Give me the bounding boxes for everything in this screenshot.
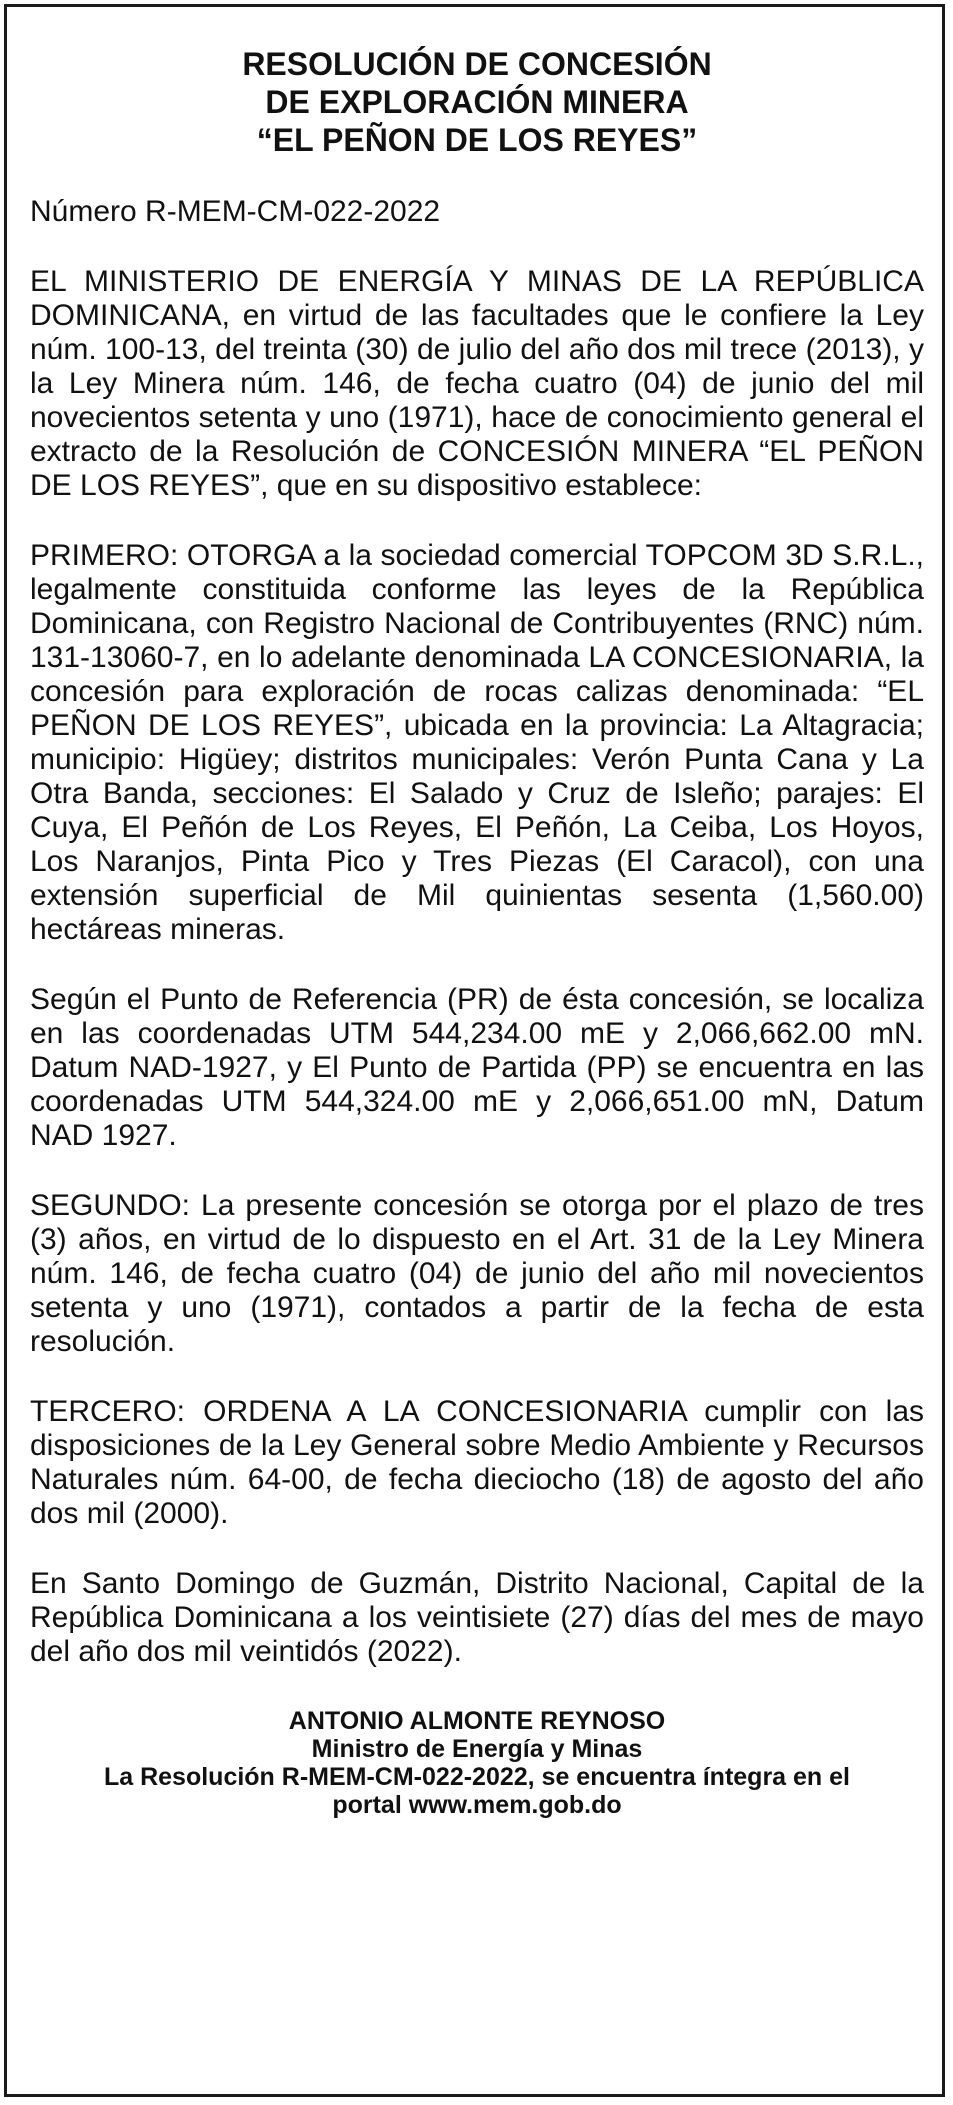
portal-note-line-2: portal www.mem.gob.do xyxy=(332,1791,622,1819)
tercero-paragraph: TERCERO: ORDENA A LA CONCESIONARIA cumplir con las disposiciones de la Ley General sobre Medio Ambiente y Recursos Naturales núm. 64-00, de fecha dieciocho (18) de agosto del año dos mil (2000). xyxy=(30,1395,924,1530)
title-line-2: DE EXPLORACIÓN MINERA xyxy=(265,84,689,120)
notice-content xyxy=(30,7,924,1819)
signatory-name: ANTONIO ALMONTE REYNOSO xyxy=(288,1707,666,1735)
closing-paragraph: En Santo Domingo de Guzmán, Distrito Nacional, Capital de la República Dominicana a los veintisiete (27) días del mes de mayo del año dos mil veintidós (2022). xyxy=(30,1567,924,1668)
intro-paragraph: EL MINISTERIO DE ENERGÍA Y MINAS DE LA REPÚBLICA DOMINICANA, en virtud de las facultades que le confiere la Ley núm. 100-13, del treinta (30) de julio del año dos mil trece (2013), y la Ley Minera núm. 146, de fecha cuatro (04) de junio del mil novecientos setenta y uno (1971), hace de conocimiento general el extracto de la Resolución de CONCESIÓN MINERA “EL PEÑON DE LOS REYES”, que en su dispositivo establece: xyxy=(30,265,924,502)
notice-frame xyxy=(4,4,945,2097)
resolution-number: Número R-MEM-CM-022-2022 xyxy=(30,195,441,228)
resolution-title xyxy=(30,45,924,159)
reference-point-paragraph: Según el Punto de Referencia (PR) de ésta concesión, se localiza en las coordenadas UTM 544,234.00 mE y 2,066,662.00 mN. Datum NAD-1927, y El Punto de Partida (PP) se encuentra en las coordenadas UTM 544,324.00 mE y 2,066,651.00 mN, Datum NAD 1927. xyxy=(30,983,924,1152)
signature-block xyxy=(30,1707,924,1819)
primero-paragraph: PRIMERO: OTORGA a la sociedad comercial TOPCOM 3D S.R.L., legalmente constituida conforme las leyes de la República Dominicana, con Registro Nacional de Contribuyentes (RNC) núm. 131-13060-7, en lo adelante denominada LA CONCESIONARIA, la concesión para exploración de rocas calizas denominada: “EL PEÑON DE LOS REYES”, ubicada en la provincia: La Altagracia; municipio: Higüey; distritos municipales: Verón Punta Cana y La Otra Banda, secciones: El Salado y Cruz de Isleño; parajes: El Cuya, El Peñón de Los Reyes, El Peñón, La Ceiba, Los Hoyos, Los Naranjos, Pinta Pico y Tres Piezas (El Caracol), con una extensión superficial de Mil quinientas sesenta (1,560.00) hectáreas mineras. xyxy=(30,539,924,946)
segundo-paragraph: SEGUNDO: La presente concesión se otorga por el plazo de tres (3) años, en virtud de lo dispuesto en el Art. 31 de la Ley Minera núm. 146, de fecha cuatro (04) de junio del año mil novecientos setenta y uno (1971), contados a partir de la fecha de esta resolución. xyxy=(30,1189,924,1358)
signatory-role: Ministro de Energía y Minas xyxy=(311,1735,643,1763)
portal-note-line-1: La Resolución R-MEM-CM-022-2022, se encuentra íntegra en el xyxy=(103,1763,851,1791)
title-line-3: “EL PEÑON DE LOS REYES” xyxy=(256,122,698,158)
title-line-1: RESOLUCIÓN DE CONCESIÓN xyxy=(242,46,712,82)
